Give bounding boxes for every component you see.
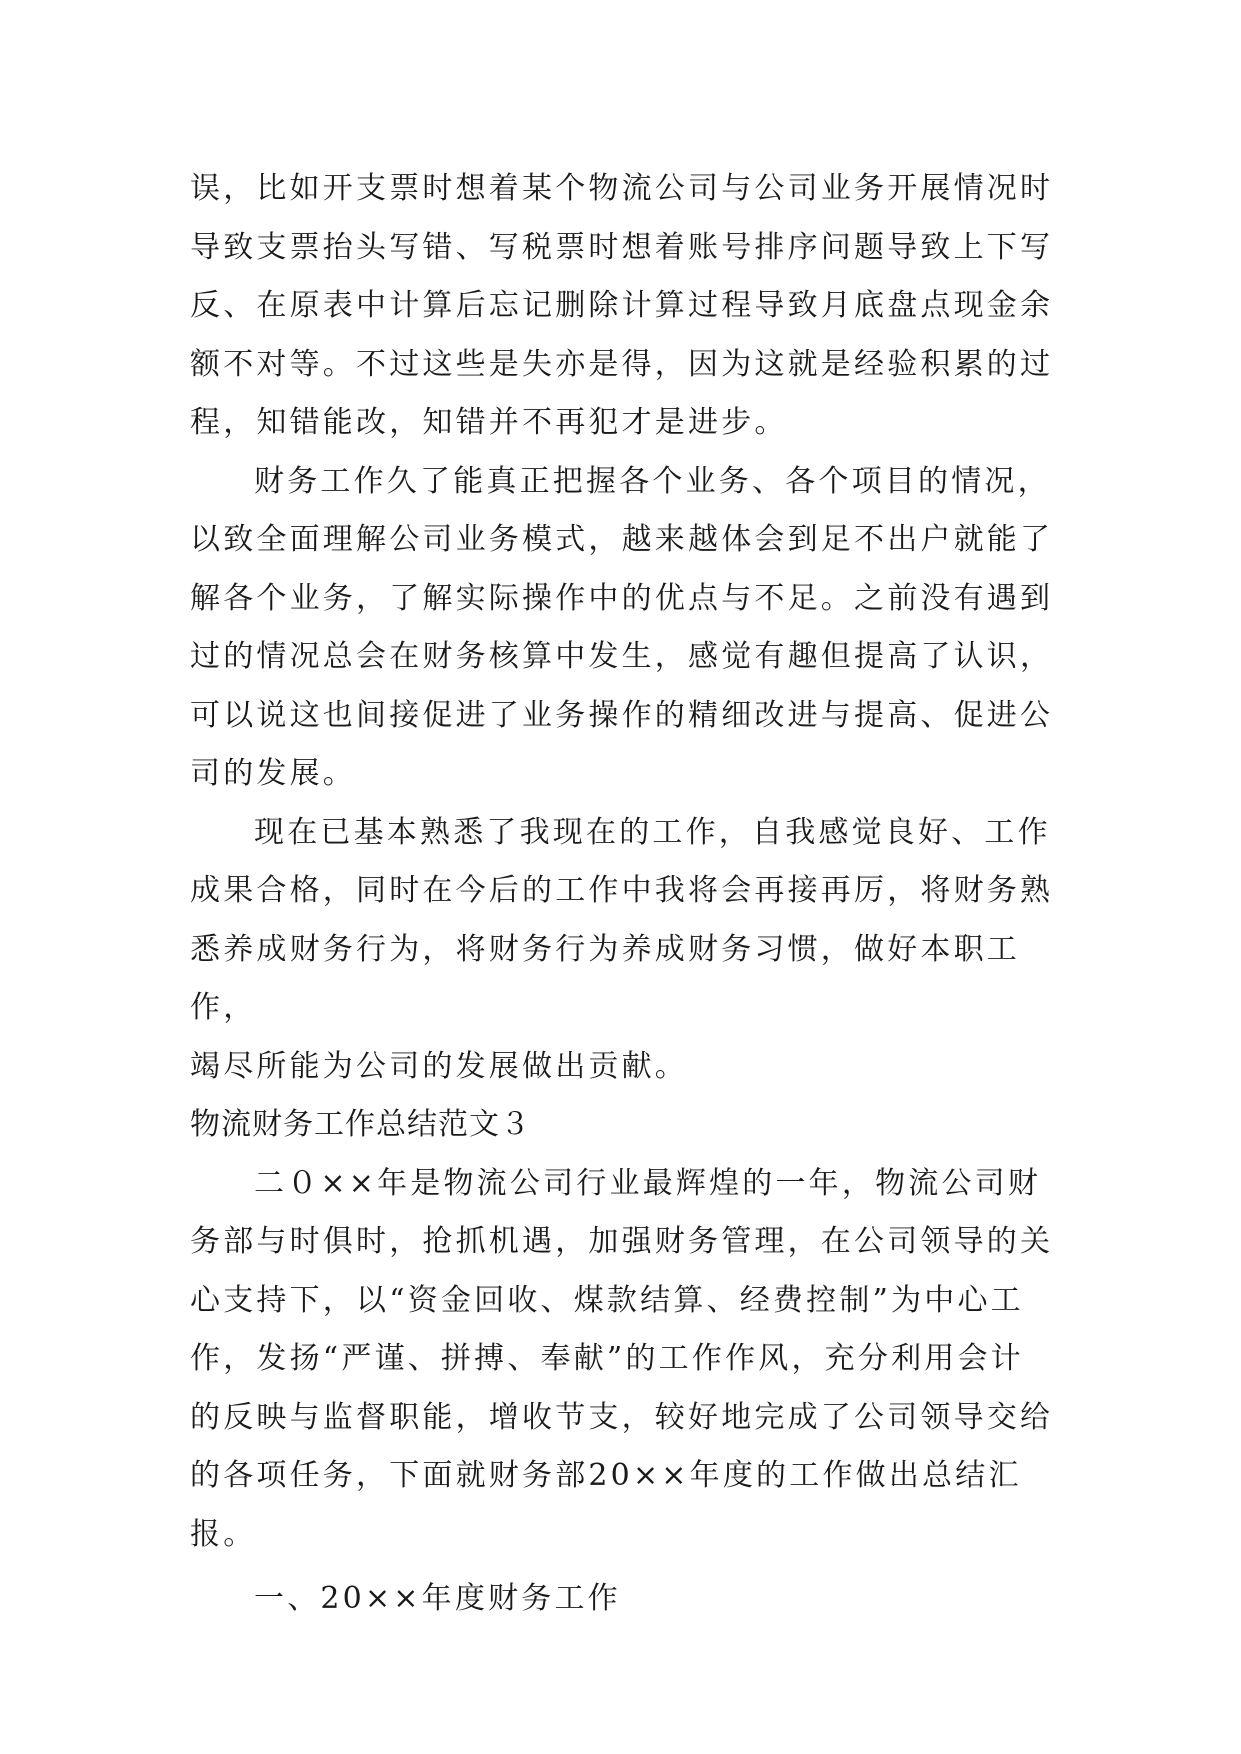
paragraph-2: 财务工作久了能真正把握各个业务、各个项目的情况， 以致全面理解公司业务模式，越来越体会到足不出户就能了 解各个业务，了解实际操作中的优点与不足。之前没有遇到 过的情况总会在财务核算中发生，感觉有趣但提高了认识， 可以说这也间接促进了业务操作的精细改进与提高、促进公 司的发展。: [190, 463, 1054, 791]
document-page: [190, 160, 1070, 1629]
subheading-annual-work: 一、20××年度财务工作: [254, 1581, 621, 1616]
paragraph-1: 误，比如开支票时想着某个物流公司与公司业务开展情况时 导致支票抬头写错、写税票时想着账号排序问题导致上下写 反、在原表中计算后忘记删除计算过程导致月底盘点现金余 额不对等。不过这些是失亦是得，因为这就是经验积累的过 程，知错能改，知错并不再犯才是进步。: [190, 171, 1054, 440]
paragraph-4: 二０××年是物流公司行业最辉煌的一年，物流公司财 务部与时俱时，抢抓机遇，加强财务管理，在公司领导的关 心支持下，以“资金回收、煤款结算、经费控制”为中心工 作，发扬“严谨、拼搏、奉献”的工作作风，充分利用会计 的反映与监督职能，增收节支，较好地完成了公司领导交给 的各项任务，下面就财务部20××年度的工作做出总结汇 报。: [190, 1165, 1054, 1552]
section-title: 物流财务工作总结范文３: [190, 1107, 531, 1142]
paragraph-3: 现在已基本熟悉了我现在的工作，自我感觉良好、工作 成果合格，同时在今后的工作中我将会再接再厉，将财务熟 悉养成财务行为，将财务行为养成财务习惯，做好本职工作， 竭尽所能为公司的发展做出贡献。: [190, 814, 1054, 1084]
